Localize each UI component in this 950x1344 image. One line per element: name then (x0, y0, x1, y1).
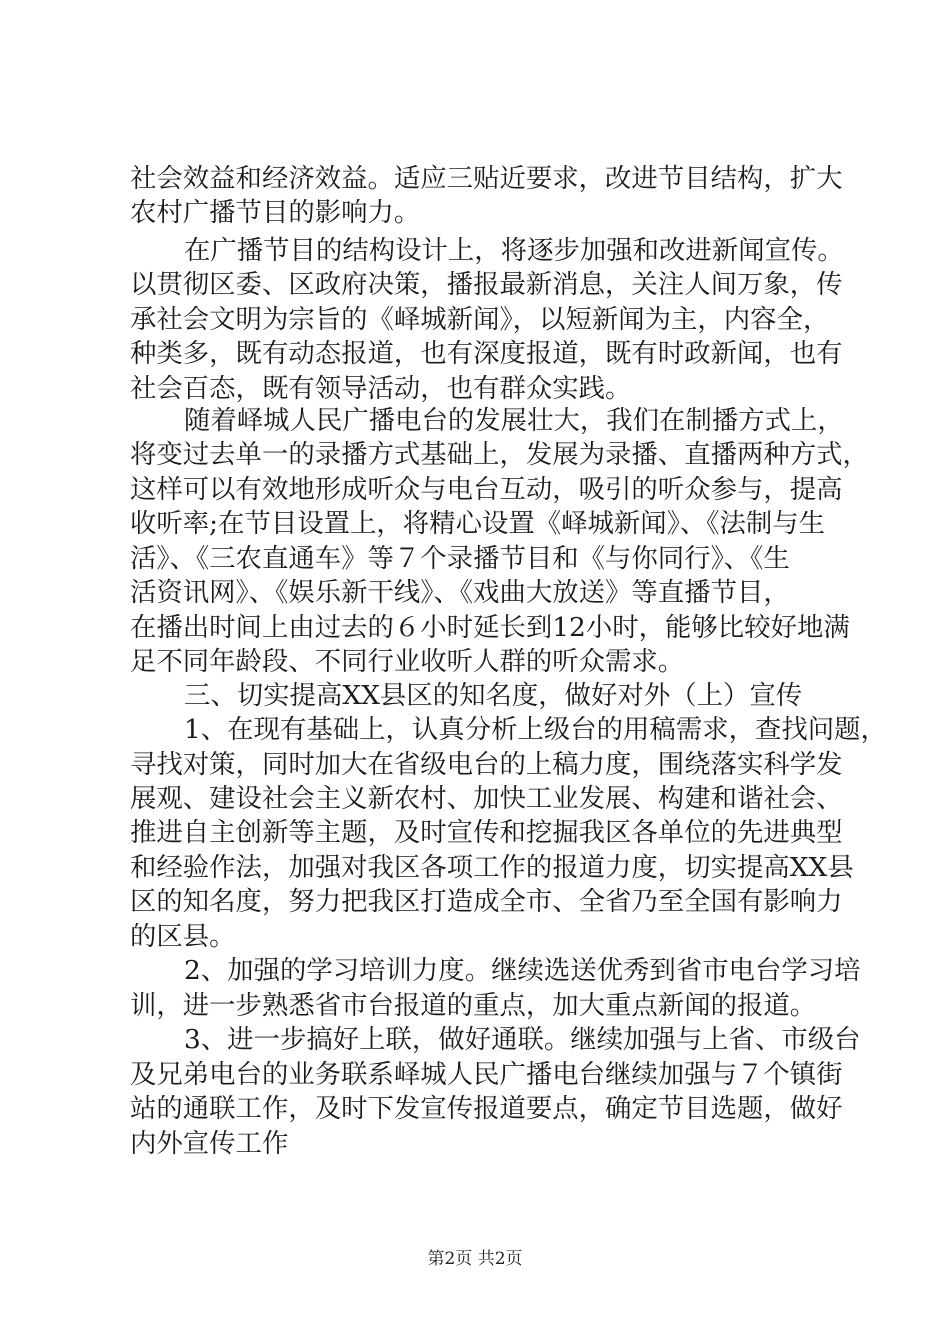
paragraph-line: 训，进一步熟悉省市台报道的重点，加大重点新闻的报道。 (130, 990, 817, 1021)
paragraph-line: 将变过去单一的录播方式基础上，发展为录播、直播两种方式， (130, 439, 869, 470)
paragraph-line: 内外宣传工作 (130, 1128, 289, 1159)
paragraph-line: 在广播节目的结构设计上，将逐步加强和改进新闻宣传。 (184, 235, 844, 266)
page-number-footer: 第2页 共2页 (427, 1249, 523, 1269)
paragraph-line: 在播出时间上由过去的６小时延长到12小时，能够比较好地满 (130, 612, 850, 643)
paragraph-line: 农村广播节目的影响力。 (130, 197, 421, 228)
paragraph-line: 种类多，既有动态报道，也有深度报道，既有时政新闻，也有 (130, 338, 843, 369)
paragraph-line: 社会百态，既有领导活动，也有群众实践。 (130, 373, 632, 404)
paragraph-line: 1、在现有基础上，认真分析上级台的用稿需求，查找问题， (184, 714, 887, 745)
paragraph-line: 2、加强的学习培训力度。继续选送优秀到省市电台学习培 (184, 955, 861, 986)
paragraph-line: 站的通联工作，及时下发宣传报道要点，确定节目选题，做好 (130, 1093, 843, 1124)
paragraph-line: 展观、建设社会主义新农村、加快工业发展、构建和谐社会、 (130, 783, 843, 814)
paragraph-line: 推进自主创新等主题，及时宣传和挖掘我区各单位的先进典型 (130, 817, 843, 848)
paragraph-line: 这样可以有效地形成听众与电台互动，吸引的听众参与，提高 (130, 474, 843, 505)
paragraph-line: 的区县。 (130, 921, 236, 952)
paragraph-line: 随着峄城人民广播电台的发展壮大，我们在制播方式上， (184, 405, 844, 436)
paragraph-line: 活》、《三农直通车》等７个录播节目和《与你同行》、《生 (130, 543, 790, 574)
paragraph-line: 承社会文明为宗旨的《峄城新闻》，以短新闻为主，内容全， (130, 304, 830, 335)
paragraph-line: 区的知名度，努力把我区打造成全市、全省乃至全国有影响力 (130, 886, 843, 917)
paragraph-line: 活资讯网》、《娱乐新干线》、《戏曲大放送》等直播节目， (130, 577, 790, 608)
paragraph-line: 寻找对策，同时加大在省级电台的上稿力度，围绕落实科学发 (130, 749, 843, 780)
paragraph-line: 3、进一步搞好上联，做好通联。继续加强与上省、市级台 (184, 1024, 861, 1055)
paragraph-line: 及兄弟电台的业务联系峄城人民广播电台继续加强与７个镇街 (130, 1059, 843, 1090)
paragraph-line: 足不同年龄段、不同行业收听人群的听众需求。 (130, 646, 685, 677)
paragraph-line: 社会效益和经济效益。适应三贴近要求，改进节目结构，扩大 (130, 163, 843, 194)
paragraph-line: 和经验作法，加强对我区各项工作的报道力度，切实提高XX县 (130, 852, 854, 883)
paragraph-line: 以贯彻区委、区政府决策，播报最新消息，关注人间万象，传 (130, 269, 843, 300)
section-heading: 三、切实提高XX县区的知名度，做好对外（上）宣传 (184, 680, 803, 711)
paragraph-line: 收听率;在节目设置上，将精心设置《峄城新闻》、《法制与生 (130, 508, 826, 539)
